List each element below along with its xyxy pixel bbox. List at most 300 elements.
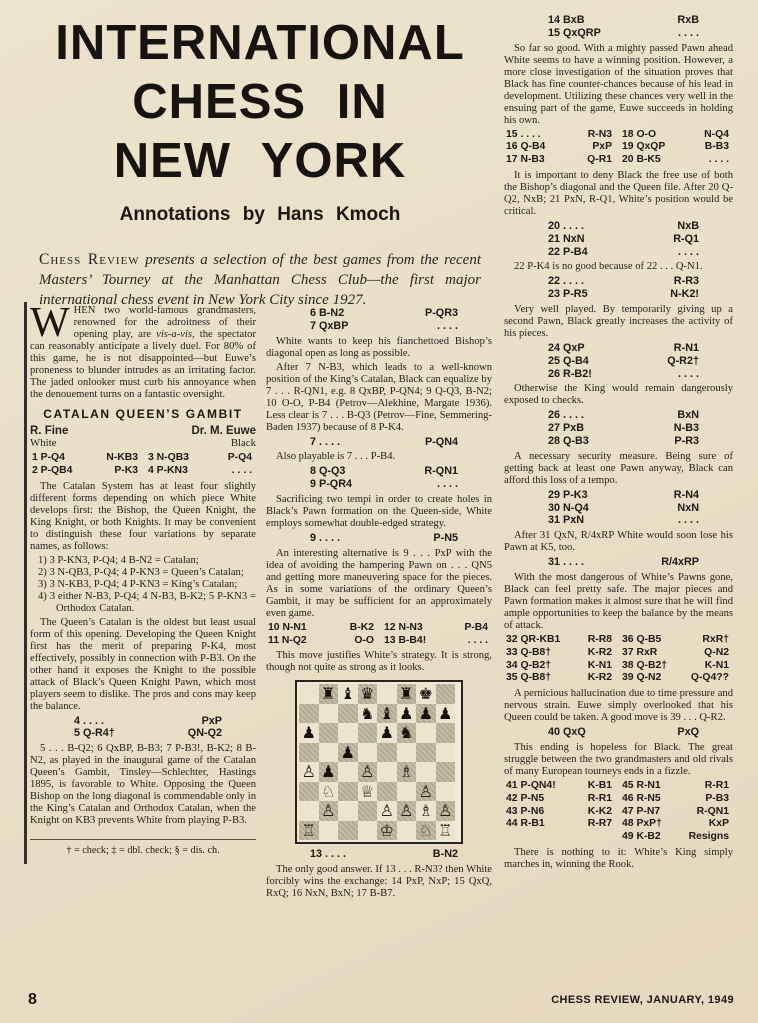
move-cell: K-R2 <box>587 646 612 658</box>
paragraph: So far so good. With a mighty passed Pawn ahead White seems to have a winning position. However, a more close investigation of the situation proves that Black has fine counter-chances because of his lead in development. Utilizing these chances very well in the ensuing part of the game, Euwe succeeds in holding his own. <box>504 42 733 126</box>
paragraph: This ending is hopeless for Black. The great struggle between the two grandmasters and old rivals of many European tourneys ends in a fizzle. <box>504 741 733 777</box>
move-cell: 19 QxQP <box>622 141 666 153</box>
move-cell <box>566 831 618 844</box>
move-cell: 35 Q-B8† <box>506 672 552 684</box>
move-cell: QN-Q2 <box>187 727 222 740</box>
move-table <box>266 307 492 333</box>
board-square <box>338 704 358 724</box>
move-cell: . . . . <box>231 464 252 476</box>
board-square <box>338 743 358 763</box>
move-row <box>30 465 256 478</box>
move-cell: NxB <box>677 219 699 232</box>
paragraph: White wants to keep his fianchettoed Bishop’s diagonal open as long as possible. <box>266 335 492 359</box>
board-square <box>338 723 358 743</box>
move-row <box>504 275 733 288</box>
move-row <box>504 368 733 381</box>
board-square <box>299 801 319 821</box>
move-table <box>266 465 492 491</box>
masthead <box>28 14 492 310</box>
column-3 <box>504 12 733 873</box>
move-cell: 36 Q-B5 <box>622 633 662 645</box>
board-square <box>397 801 417 821</box>
black-pawn-icon: ♟ <box>438 703 453 723</box>
move-cell: R-N3 <box>587 128 612 140</box>
move-cell: Q-R2† <box>667 354 699 367</box>
move-cell: Q-R1 <box>587 154 612 166</box>
move-cell: O-O <box>354 634 374 646</box>
move-cell: 8 Q-Q3 <box>310 465 346 478</box>
move-cell: R-R8 <box>587 633 612 645</box>
board-square <box>436 821 456 841</box>
move-cell: P-QN4 <box>425 435 458 448</box>
black-pawn-icon: ♟ <box>418 703 433 723</box>
move-cell: 37 RxR <box>622 646 658 658</box>
board-square <box>377 723 397 743</box>
move-row <box>504 27 733 40</box>
move-cell: 41 P-QN4! <box>506 779 556 791</box>
board-square <box>358 782 378 802</box>
move-cell: 7 QxBP <box>310 319 349 332</box>
move-row <box>504 793 733 806</box>
board-square <box>397 704 417 724</box>
move-cell: 32 QR-KB1 <box>506 633 561 645</box>
move-table <box>504 342 733 380</box>
black-knight-icon: ♞ <box>399 723 414 743</box>
move-cell: 2 P-QB4 <box>32 464 73 476</box>
move-cell: 9 P-QR4 <box>310 478 353 491</box>
move-cell: 7 . . . . <box>310 435 341 448</box>
white-bishop-icon: ♗ <box>399 762 414 782</box>
move-table <box>266 436 492 449</box>
move-cell: 48 PxP† <box>622 818 662 830</box>
move-cell: 9 . . . . <box>310 531 341 544</box>
move-cell: 15 . . . . <box>506 128 541 140</box>
board-square <box>319 704 339 724</box>
board-square <box>299 684 319 704</box>
board-square <box>319 821 339 841</box>
move-cell: P-B3 <box>705 792 729 804</box>
players-row <box>30 437 256 449</box>
paragraph: A pernicious hallucination due to time pressure and nervous strain. Euwe simply overlooked that his Queen could be taken. A good move is 39 . . . Q-R2. <box>504 688 733 724</box>
white-rook-icon: ♖ <box>301 820 316 840</box>
paragraph: It is important to deny Black the free use of both the Bishop’s diagonal and the Queen file. After 20 Q-Q2, NxB; 21 PxN, R-Q1, White’s position would be critical. <box>504 169 733 217</box>
move-row <box>504 342 733 355</box>
move-cell: 42 P-N5 <box>506 792 545 804</box>
board-square <box>377 821 397 841</box>
move-cell: N-KB3 <box>106 452 138 463</box>
board-square <box>436 723 456 743</box>
board-square <box>319 684 339 704</box>
move-table <box>266 848 492 861</box>
move-cell: 6 B-N2 <box>310 307 345 319</box>
move-cell: 46 R-N5 <box>622 792 661 804</box>
move-cell: NxN <box>677 501 699 514</box>
move-cell: Q-Q4?? <box>690 672 729 684</box>
move-cell: B-K2 <box>349 621 374 633</box>
paragraph: After 31 QxN, R/4xRP White would soon lose his Pawn at K5, too. <box>504 530 733 554</box>
move-row <box>504 660 733 673</box>
move-table <box>30 715 256 741</box>
move-table <box>504 556 733 569</box>
move-cell: R-QN1 <box>424 465 458 478</box>
move-cell: N-B3 <box>673 422 699 435</box>
black-bishop-icon: ♝ <box>379 703 394 723</box>
board-square <box>299 782 319 802</box>
page-edge-mark <box>24 302 27 864</box>
board-square <box>299 723 319 743</box>
move-cell: 47 P-N7 <box>622 805 661 817</box>
white-king-icon: ♔ <box>379 820 394 840</box>
board-square <box>377 704 397 724</box>
paragraph: 22 P-K4 is no good because of 22 . . . Q-N1. <box>514 261 703 273</box>
board-square <box>377 762 397 782</box>
board-square <box>436 704 456 724</box>
move-cell: 15 QxQRP <box>548 26 601 39</box>
board-square <box>319 762 339 782</box>
white-knight-icon: ♘ <box>418 820 433 840</box>
footer-text: CHESS REVIEW, JANUARY, 1949 <box>551 994 734 1006</box>
paragraph: Very well played. By temporarily giving up a second Pawn, Black greatly increases the activity of his pieces. <box>504 303 733 339</box>
move-cell: 12 N-N3 <box>384 621 423 633</box>
move-cell: 34 Q-B2† <box>506 659 552 671</box>
move-row <box>266 622 492 635</box>
board-square <box>397 723 417 743</box>
variation-item: 4) 3 either N-B3, P-Q4; 4 N-B3, B-K2; 5 P-KN3 = Orthodox Catalan. <box>38 590 256 614</box>
white-pawn-icon: ♙ <box>301 762 316 782</box>
board-square <box>416 782 436 802</box>
board-square <box>338 821 358 841</box>
white-pawn-icon: ♙ <box>360 762 375 782</box>
move-cell: PxQ <box>677 726 699 739</box>
move-row <box>504 806 733 819</box>
move-cell: 4 . . . . <box>74 714 105 727</box>
move-row <box>504 154 733 167</box>
move-cell: 17 N-B3 <box>506 154 545 166</box>
board-square <box>397 782 417 802</box>
page-number: 8 <box>28 991 37 1008</box>
variation-item: 2) 3 N-QB3, P-Q4; 4 P-KN3 = Queen’s Catalan; <box>38 566 244 578</box>
move-cell: 10 N-N1 <box>268 621 307 633</box>
move-row <box>504 556 733 569</box>
variation-list <box>30 555 256 615</box>
board-square <box>436 801 456 821</box>
move-table <box>504 780 733 844</box>
text-run: , the spectator can reasonably anticipate a lively duel. For 80% of this game, he is not disappointed—but Euwe’s proneness to blunder intrudes as an irritating factor. The jaded onlooker must curb his annoyance when the denouement turns on a fantastic oversight. <box>30 329 256 400</box>
board-square <box>416 723 436 743</box>
section-heading: CATALAN QUEEN’S GAMBIT <box>43 407 243 421</box>
move-cell: 20 B-K5 <box>622 154 661 166</box>
move-row <box>504 818 733 831</box>
move-table <box>504 275 733 301</box>
move-cell: R-R1 <box>704 779 729 791</box>
move-cell: 20 . . . . <box>548 219 585 232</box>
move-cell: N-K2! <box>670 288 699 301</box>
black-pawn-icon: ♟ <box>321 762 336 782</box>
board-square <box>377 684 397 704</box>
italic-text: vis-a-vis <box>156 329 193 340</box>
board-square <box>416 801 436 821</box>
move-row <box>504 141 733 154</box>
move-cell: 33 Q-B8† <box>506 646 552 658</box>
move-cell: 13 . . . . <box>310 848 347 861</box>
move-table <box>266 622 492 648</box>
board-square <box>299 762 319 782</box>
move-row <box>504 726 733 739</box>
move-cell: Q-N2 <box>704 646 729 658</box>
move-table <box>504 220 733 258</box>
title-line-2: CHESS IN <box>132 75 388 129</box>
black-queen-icon: ♛ <box>360 684 375 704</box>
white-knight-icon: ♘ <box>321 781 336 801</box>
move-cell: 13 B-B4! <box>384 634 427 646</box>
white-label: White <box>30 437 57 449</box>
black-pawn-icon: ♟ <box>340 742 355 762</box>
board-square <box>319 723 339 743</box>
move-cell: N-Q4 <box>704 128 729 140</box>
move-cell: . . . . <box>437 319 458 332</box>
board-square <box>319 801 339 821</box>
chess-board <box>299 684 459 840</box>
board-square <box>338 801 358 821</box>
move-cell: 29 P-K3 <box>548 488 588 501</box>
board-square <box>358 723 378 743</box>
move-table <box>504 489 733 527</box>
paragraph: An interesting alternative is 9 . . . PxP with the idea of avoiding the hampering Pawn on . . . QN5 and getting more maneuvering space for the pieces. As in some variations of the ordinary Queen’s Gambit, it may be sufficient for an approximately even game. <box>266 547 492 619</box>
move-row <box>504 246 733 259</box>
board-square <box>397 684 417 704</box>
players-row <box>30 425 256 437</box>
move-cell: 21 NxN <box>548 232 585 245</box>
move-row <box>504 647 733 660</box>
move-cell: P-B4 <box>464 621 488 633</box>
board-square <box>416 684 436 704</box>
move-cell: R-R7 <box>587 818 612 830</box>
black-knight-icon: ♞ <box>360 703 375 723</box>
move-cell: BxN <box>677 409 699 422</box>
move-cell: 26 R-B2! <box>548 367 592 380</box>
move-cell: P-K3 <box>114 464 138 476</box>
move-cell: KxP <box>708 818 729 830</box>
move-row <box>30 452 256 465</box>
move-row <box>30 727 256 740</box>
variation-item: 1) 3 P-KN3, P-Q4; 4 B-N2 = Catalan; <box>38 554 199 566</box>
move-cell: 28 Q-B3 <box>548 434 589 447</box>
move-cell: B-N2 <box>432 848 458 861</box>
notation-key: † = check; ‡ = dbl. check; § = dis. ch. <box>30 839 256 857</box>
paragraph: This move justifies White’s strategy. It is strong, though not quite as strong as it looks. <box>266 650 492 674</box>
move-row <box>266 532 492 545</box>
move-cell: 45 R-N1 <box>622 779 661 791</box>
move-row <box>266 848 492 861</box>
move-row <box>504 489 733 502</box>
move-cell: 3 N-QB3 <box>148 452 189 463</box>
board-square <box>319 743 339 763</box>
board-square <box>299 821 319 841</box>
move-cell: 23 P-R5 <box>548 288 588 301</box>
white-pawn-icon: ♙ <box>399 801 414 821</box>
move-cell: R-R1 <box>587 792 612 804</box>
move-cell: R-R3 <box>673 275 699 288</box>
move-row <box>504 634 733 647</box>
paragraph: Sacrificing two tempi in order to create holes in Black’s Pawn formation on the Queen-side, White employs somewhat double-edged strategy. <box>266 493 492 529</box>
board-square <box>436 743 456 763</box>
move-cell: R/4xRP <box>661 556 699 569</box>
move-cell: 25 Q-B4 <box>548 354 589 367</box>
paragraph: The Catalan System has at least four slightly different forms depending on which piece White develops first: the Bishop, the Queen Knight, the King Knight, or both Knights. It may be convenient to distinguish these four variations by separate names, as follows: <box>30 480 256 552</box>
move-table <box>504 14 733 40</box>
board-square <box>358 743 378 763</box>
board-square <box>436 684 456 704</box>
move-row <box>266 307 492 320</box>
move-cell: B-B3 <box>704 141 729 153</box>
move-table <box>266 532 492 545</box>
board-square <box>299 704 319 724</box>
move-cell: 18 O-O <box>622 128 657 140</box>
move-row <box>30 715 256 728</box>
move-cell: 31 PxN <box>548 514 585 527</box>
board-square <box>358 762 378 782</box>
move-cell: 30 N-Q4 <box>548 501 589 514</box>
move-cell <box>504 831 566 844</box>
black-rook-icon: ♜ <box>399 684 414 704</box>
board-square <box>397 743 417 763</box>
move-cell: 24 QxP <box>548 341 585 354</box>
move-row <box>504 435 733 448</box>
move-row <box>266 320 492 333</box>
move-row <box>504 514 733 527</box>
title-line-3: NEW YORK <box>113 134 407 188</box>
move-cell: 4 P-KN3 <box>148 464 188 476</box>
white-player: R. Fine <box>30 425 69 437</box>
board-square <box>358 801 378 821</box>
white-rook-icon: ♖ <box>438 820 453 840</box>
board-square <box>319 782 339 802</box>
black-king-icon: ♚ <box>418 684 433 704</box>
column-1 <box>30 300 256 857</box>
column-2 <box>266 305 492 902</box>
intro-rest: presents a selection of the best games from the recent Masters’ Tourney at the Manhattan Chess Club—the first major international chess event in New York City since 1927. <box>39 252 481 308</box>
move-row <box>504 220 733 233</box>
black-label: Black <box>230 437 256 449</box>
move-row <box>266 436 492 449</box>
move-cell: K-R2 <box>587 672 612 684</box>
white-pawn-icon: ♙ <box>379 801 394 821</box>
move-cell: R-N4 <box>673 488 699 501</box>
board-square <box>358 704 378 724</box>
move-cell: 26 . . . . <box>548 409 585 422</box>
move-cell: 44 R-B1 <box>506 818 545 830</box>
move-cell: . . . . <box>708 154 729 166</box>
board-square <box>338 782 358 802</box>
board-square <box>416 704 436 724</box>
move-cell: R-Q1 <box>673 232 699 245</box>
paragraph: After 7 N-B3, which leads to a well-known position of the King’s Catalan, Black can equalize by 7 . . . R-QN1, e.g. 8 QxBP, P-QN4; 9 Q-Q3, B-N2; 10 O-O, P-B4 (Petrov—Alekhine, Margate 1936). Less clear is 7 . . . B-Q3 (Petrov—Fine, Semmering-Baden 1937) because of 8 P-K4. <box>266 361 492 433</box>
move-cell: 39 Q-N2 <box>622 672 662 684</box>
board-square <box>377 743 397 763</box>
paragraph: With the most dangerous of White’s Pawns gone, Black can feel pretty safe. The major pieces and Pawn formation makes it almost sure that he will find ample opportunities to keep the balance by the means of attack. <box>504 571 733 631</box>
move-cell: 31 . . . . <box>548 556 585 569</box>
move-row <box>504 672 733 685</box>
byline: Annotations by Hans Kmoch <box>119 204 401 225</box>
board-square <box>377 782 397 802</box>
drop-cap: W <box>30 300 70 346</box>
board-square <box>338 684 358 704</box>
board-square <box>338 762 358 782</box>
move-cell: 16 Q-B4 <box>506 141 546 153</box>
board-square <box>416 743 436 763</box>
move-row <box>266 635 492 648</box>
players-line <box>30 425 256 449</box>
move-row <box>504 129 733 142</box>
paragraph: A necessary security measure. Being sure of getting back at least one Pawn anyway, Black can afford this loss of a tempo. <box>504 450 733 486</box>
move-cell: PxP <box>592 141 612 153</box>
paragraph: Otherwise the King would remain dangerously exposed to checks. <box>504 383 733 407</box>
intro-text <box>39 250 481 310</box>
white-pawn-icon: ♙ <box>418 781 433 801</box>
paragraph: The Queen’s Catalan is the oldest but least usual form of this opening. Developing the Queen Knight first has the merit of preparing P-K4, most effectively, possibly in connection with P-B3. On the other hand it exposes the Knight to the possible attack of Black’s Queen Knight Pawn, which most players seem to dislike. The pros and cons may keep the balance. <box>30 616 256 712</box>
black-pawn-icon: ♟ <box>399 703 414 723</box>
board-square <box>358 684 378 704</box>
board-square <box>377 801 397 821</box>
move-cell: 14 BxB <box>548 14 585 26</box>
move-row <box>504 780 733 793</box>
black-pawn-icon: ♟ <box>379 723 394 743</box>
board-square <box>436 782 456 802</box>
move-row <box>504 288 733 301</box>
black-rook-icon: ♜ <box>321 684 336 704</box>
move-cell: R-QN1 <box>696 805 729 817</box>
move-cell: 11 N-Q2 <box>268 634 307 646</box>
move-row <box>266 478 492 491</box>
move-cell: Resigns <box>688 831 729 843</box>
chess-diagram <box>295 680 463 844</box>
title-line-1: INTERNATIONAL <box>55 16 465 70</box>
white-pawn-icon: ♙ <box>438 801 453 821</box>
move-table <box>30 452 256 478</box>
move-cell: P-QR3 <box>425 307 458 319</box>
page-title <box>28 14 492 191</box>
white-pawn-icon: ♙ <box>321 801 336 821</box>
lead-paragraph <box>30 300 256 401</box>
move-cell: . . . . <box>678 367 699 380</box>
board-square <box>358 821 378 841</box>
move-row <box>504 233 733 246</box>
board-square <box>397 762 417 782</box>
move-cell: 1 P-Q4 <box>32 452 65 463</box>
move-row <box>504 14 733 27</box>
move-cell: 40 QxQ <box>548 726 586 739</box>
magazine-name: Chess Review <box>39 251 140 268</box>
paragraph: 5 . . . B-Q2; 6 QxBP, B-B3; 7 P-B3!, B-K2; 8 B-N2, as played in the inaugural game of the Catalan Queen’s Gambit, Tinsley—Schlechter, Hastings 1895, is favorable to White. Opposing the Queen Bishop on the long diagonal is commendable only in the King’s Catalan and Orthodox Catalan, when the Knight on KB3 prevents White from playing P-B3. <box>30 743 256 827</box>
board-square <box>436 762 456 782</box>
move-cell: K-B1 <box>587 779 612 791</box>
move-row <box>504 422 733 435</box>
paragraph: Also playable is 7 . . . P-B4. <box>276 451 396 463</box>
move-cell: RxR† <box>702 633 729 645</box>
move-table <box>504 726 733 739</box>
board-square <box>416 762 436 782</box>
move-cell: . . . . <box>678 514 699 527</box>
variation-item: 3) 3 N-KB3, P-Q4; 4 P-KN3 = King’s Catalan; <box>38 578 238 590</box>
move-table <box>504 409 733 447</box>
move-cell: K-N1 <box>704 659 729 671</box>
white-queen-icon: ♕ <box>360 781 375 801</box>
move-cell: . . . . <box>467 634 488 646</box>
move-table <box>504 634 733 685</box>
move-cell: . . . . <box>678 245 699 258</box>
black-pawn-icon: ♟ <box>301 723 316 743</box>
board-square <box>416 821 436 841</box>
